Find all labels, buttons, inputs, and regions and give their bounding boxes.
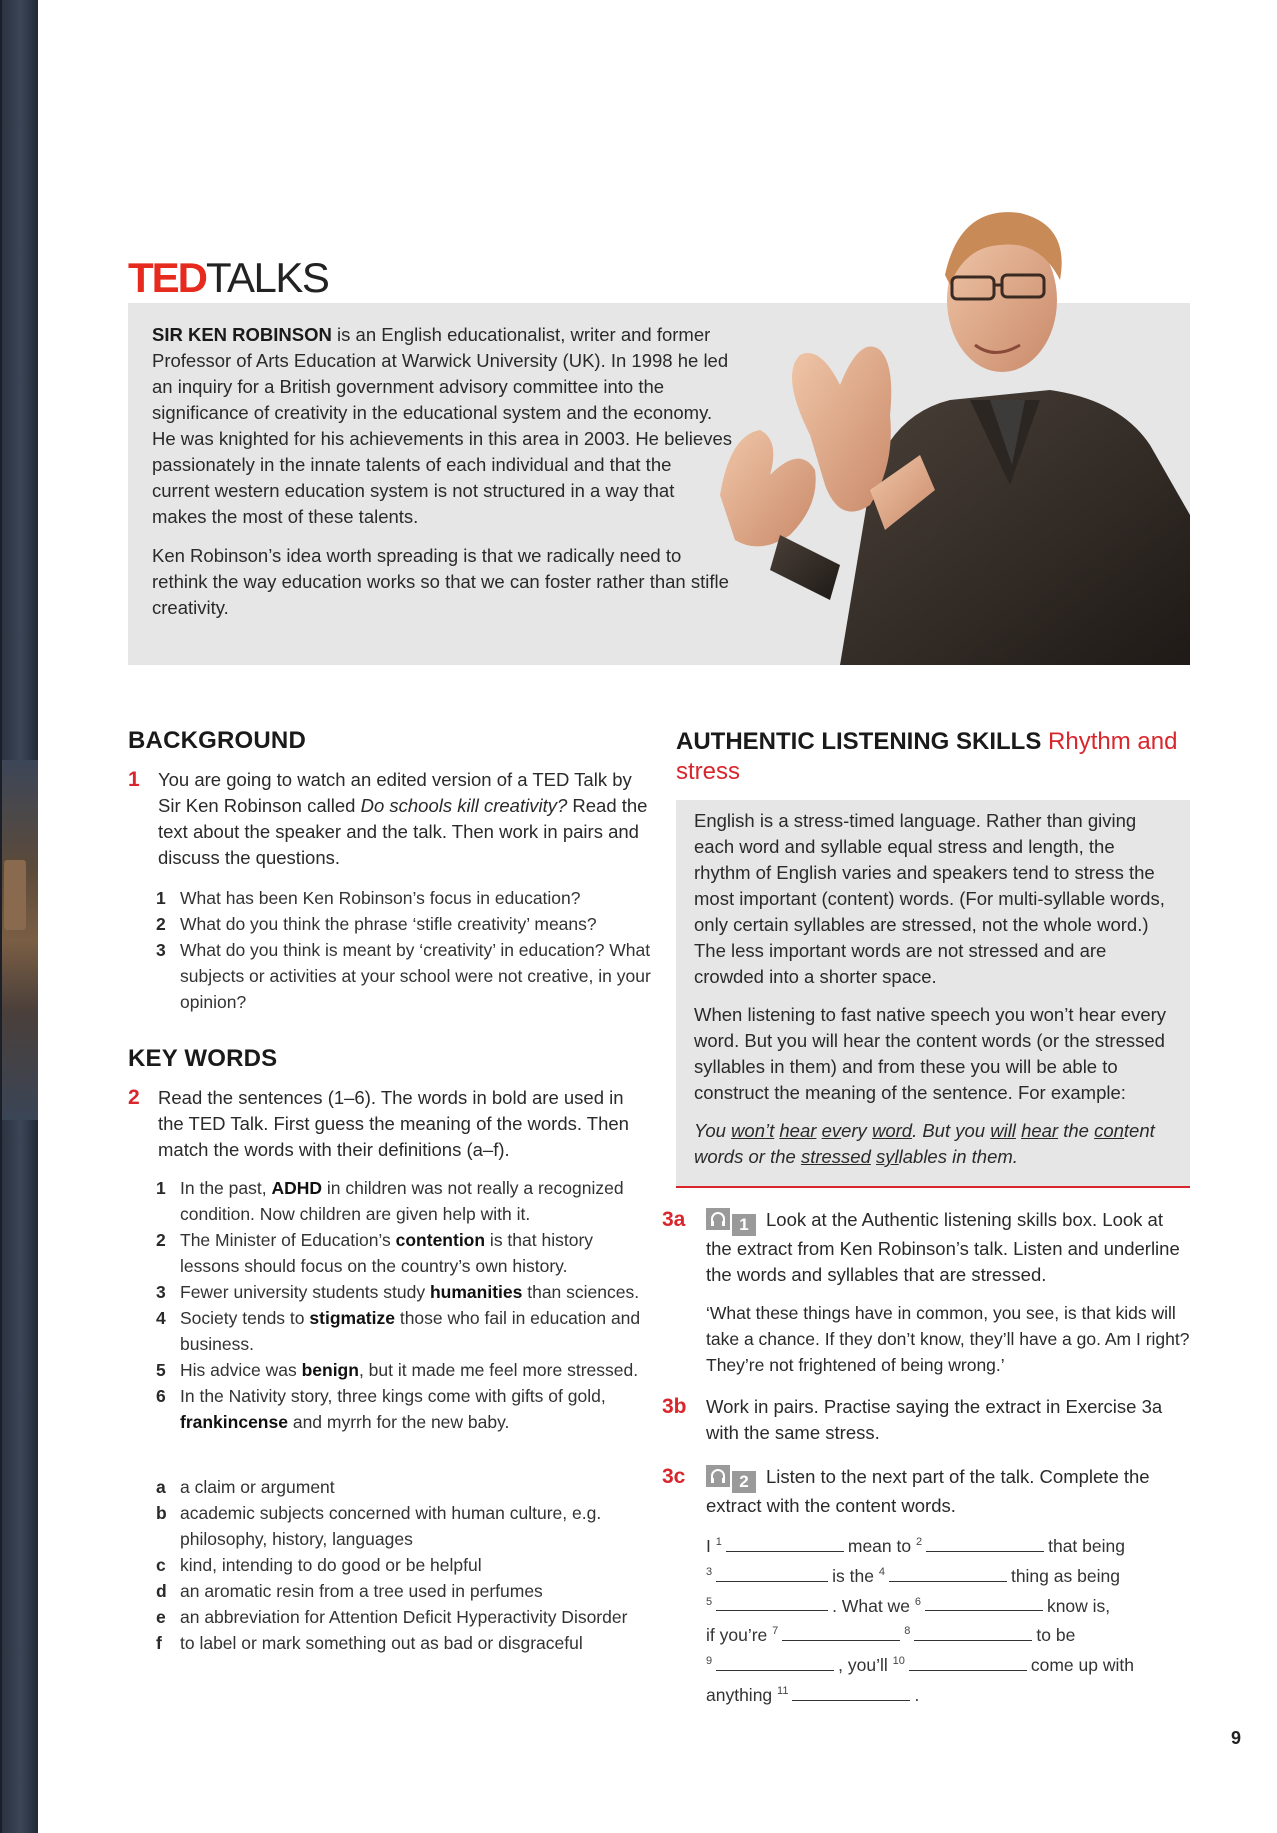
stress-example: You won’t hear every word. But you will hear the content words or the stressed syllables in them. [694, 1120, 1155, 1167]
gap-field[interactable] [909, 1655, 1027, 1671]
key-word-definitions [156, 1474, 651, 1656]
gap-field[interactable] [716, 1655, 834, 1671]
gap-field[interactable] [925, 1595, 1043, 1611]
list-item: 4 Society tends to stigmatize those who fail in education and business. [156, 1308, 641, 1354]
headphones-icon[interactable] [706, 1208, 730, 1230]
gap-fill-extract: I $^1$ mean to $^2$ that being $^3$ is the $^4$ thing as being $^5$ . What we $^6$ know is, if you’re $^7$ $^8$ to be $^9$ , you’ll $^{10}$ come up with anything $^{11}$ . [706, 1535, 1134, 1705]
background-heading: BACKGROUND [128, 727, 306, 754]
list-item: 2 What do you think the phrase ‘stifle creativity’ means? [156, 914, 597, 934]
list-item: 1 What has been Ken Robinson’s focus in education? [156, 888, 581, 908]
list-item: 1 In the past, ADHD in children was not really a recognized condition. Now children are given help with it. [156, 1178, 624, 1224]
audio-track-number[interactable]: 2 [732, 1471, 756, 1493]
gap-field[interactable] [926, 1536, 1044, 1552]
list-item: f to label or mark something out as bad or disgraceful [156, 1633, 583, 1653]
exercise-number: 2 [128, 1086, 140, 1109]
exercise-2: 2 Read the sentences (1–6). The words in bold are used in the TED Talk. First guess the meaning of the words. Then match the words with their definitions (a–f). [128, 1085, 648, 1163]
list-item: c kind, intending to do good or be helpful [156, 1555, 482, 1575]
book-spine-edge [0, 0, 38, 1833]
list-item: 3 Fewer university students study humanities than sciences. [156, 1282, 640, 1302]
gap-field[interactable] [716, 1566, 828, 1582]
exercise-number: 1 [128, 768, 140, 791]
exercise-3c: 3c 2 Listen to the next part of the talk. Complete the extract with the content words. [662, 1465, 1150, 1516]
speaker-name: SIR KEN ROBINSON [152, 324, 332, 345]
list-item: b academic subjects concerned with human culture, e.g. philosophy, history, languages [156, 1503, 602, 1549]
gap-field[interactable] [792, 1685, 910, 1701]
listening-skills-heading: AUTHENTIC LISTENING SKILLS Rhythm and stress [676, 728, 1178, 785]
left-column [128, 727, 648, 755]
list-item: d an aromatic resin from a tree used in perfumes [156, 1581, 543, 1601]
list-item: 2 The Minister of Education’s contention is that history lessons should focus on the country’s own history. [156, 1230, 594, 1276]
headphones-icon[interactable] [706, 1465, 730, 1487]
list-item: e an abbreviation for Attention Deficit Hyperactivity Disorder [156, 1607, 628, 1627]
listening-skills-box: English is a stress-timed language. Rather than giving each word and syllable equal stress and length, the rhythm of English varies and speakers tend to stress the most important (content) words. (For multi-syllable words, only certain syllables are stressed, not the whole word.) The less important words are not stressed and are crowded into a shorter space. When listening to fast native speech you won’t hear every word. But you will hear the content words (or the stressed syllables in them) and from these you will be able to construct the meaning of the sentence. For example: You won’t hear every word. But you will hear the content words or the stressed syllables in them. [676, 800, 1190, 1188]
gap-field[interactable] [716, 1595, 828, 1611]
talk-title: Do schools kill creativity? [360, 795, 568, 816]
key-words-heading: KEY WORDS [128, 1045, 278, 1072]
list-item: a a claim or argument [156, 1477, 335, 1497]
speaker-bio-text: SIR KEN ROBINSON is an English educationalist, writer and former Professor of Arts Education at Warwick University (UK). In 1998 he led an inquiry for a British government advisory committee into the significance of creativity in the educational system and the economy. He was knighted for his achievements in this area in 2003. He believes passionately in the innate talents of each individual and that the current western education system is not structured in a way that makes the most of these talents. Ken Robinson’s idea worth spreading is that we radically need to rethink the way education works so that we can foster rather than stifle creativity. [152, 322, 732, 634]
gap-field[interactable] [782, 1625, 900, 1641]
gap-field[interactable] [914, 1625, 1032, 1641]
exercise-3a: 3a 1 Look at the Authentic listening skills box. Look at the extract from Ken Robinson’s talk. Listen and underline the words and syllables that are stressed. ‘What these things have in common, you see, is that kids will take a chance. If they don’t know, they’ll have a go. Am I right? They’re not frightened of being wrong.’ [662, 1207, 1192, 1378]
exercise-1: 1 You are going to watch an edited version of a TED Talk by Sir Ken Robinson called Do schools kill creativity? Read the text about the speaker and the talk. Then work in pairs and discuss the questions. [128, 767, 648, 871]
speaker-photo [720, 185, 1190, 665]
background-questions [156, 885, 651, 1015]
talk-extract-quote: ‘What these things have in common, you see, is that kids will take a chance. If they don’t know, they’ll have a go. Am I right? They’re not frightened of being wrong.’ [706, 1303, 1190, 1375]
audio-track-number[interactable]: 1 [732, 1214, 756, 1236]
gap-field[interactable] [726, 1536, 844, 1552]
exercise-3b: 3b Work in pairs. Practise saying the extract in Exercise 3a with the same stress. [662, 1395, 1163, 1443]
tedtalks-logo: TEDTALKS [128, 254, 329, 301]
list-item: 5 His advice was benign, but it made me feel more stressed. [156, 1360, 639, 1380]
idea-worth-spreading: Ken Robinson’s idea worth spreading is that we radically need to rethink the way education works so that we can foster rather than stifle creativity. [152, 545, 729, 618]
list-item: 6 In the Nativity story, three kings come with gifts of gold, frankincense and myrrh for the new baby. [156, 1386, 606, 1432]
list-item: 3 What do you think is meant by ‘creativity’ in education? What subjects or activities at your school were not creative, in your opinion? [156, 940, 651, 1012]
key-word-sentences [156, 1175, 651, 1435]
gap-field[interactable] [889, 1566, 1007, 1582]
page-number: 9 [1231, 1728, 1242, 1748]
